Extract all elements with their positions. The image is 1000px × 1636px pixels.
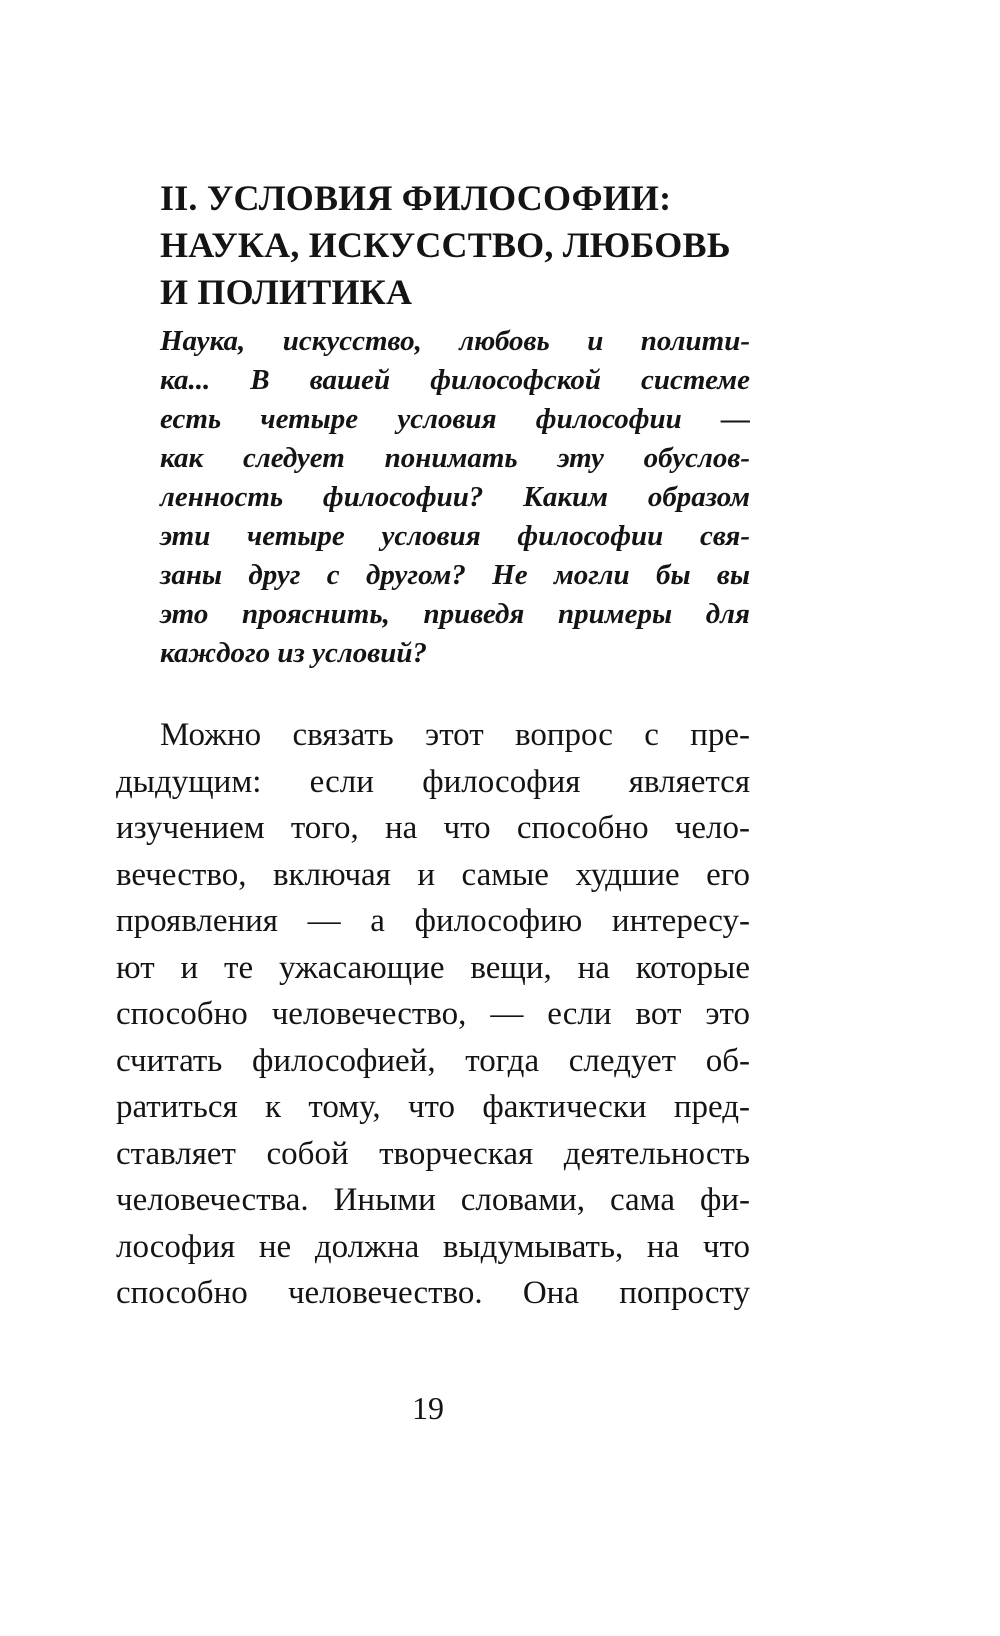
body-line: считать философией, тогда следует об-	[116, 1042, 750, 1079]
question-line: ленность философии? Каким образом	[160, 481, 750, 513]
body-line: человечества. Иными словами, сама фи-	[116, 1182, 750, 1218]
answer-paragraph	[116, 712, 750, 1317]
heading-line: НАУКА, ИСКУССТВО, ЛЮБОВЬ	[160, 225, 731, 265]
body-line: способно человечество, — если вот это	[116, 996, 750, 1032]
body-line: изучением того, на что способно чело-	[116, 810, 750, 846]
page-number: 19	[412, 1390, 444, 1426]
body-line: дыдущим: если философия является	[116, 763, 750, 800]
body-line: ставляет собой творческая деятельность	[116, 1135, 750, 1172]
question-line: каждого из условий?	[160, 637, 427, 669]
question-line: это прояснить, приведя примеры для	[160, 598, 750, 630]
chapter-heading	[160, 175, 760, 316]
interview-question	[160, 322, 750, 673]
heading-line: И ПОЛИТИКА	[160, 272, 413, 312]
question-line: ка... В вашей философской системе	[160, 364, 750, 396]
question-line: заны друг с другом? Не могли бы вы	[160, 559, 750, 591]
body-line: лософия не должна выдумывать, на что	[116, 1228, 750, 1265]
question-line: Наука, искусство, любовь и полити-	[160, 325, 750, 357]
body-line: ратиться к тому, что фактически пред-	[116, 1089, 750, 1125]
question-line: есть четыре условия философии —	[160, 403, 750, 435]
question-line: эти четыре условия философии свя-	[160, 520, 750, 552]
body-line: Можно связать этот вопрос с пре-	[160, 717, 750, 753]
body-line: вечество, включая и самые худшие его	[116, 856, 750, 893]
body-line: проявления — а философию интересу-	[116, 903, 750, 939]
question-line: как следует понимать эту обуслов-	[160, 442, 750, 474]
body-line: способно человечество. Она попросту	[116, 1275, 750, 1311]
body-line: ют и те ужасающие вещи, на которые	[116, 949, 750, 986]
heading-line: II. УСЛОВИЯ ФИЛОСОФИИ:	[160, 178, 672, 218]
